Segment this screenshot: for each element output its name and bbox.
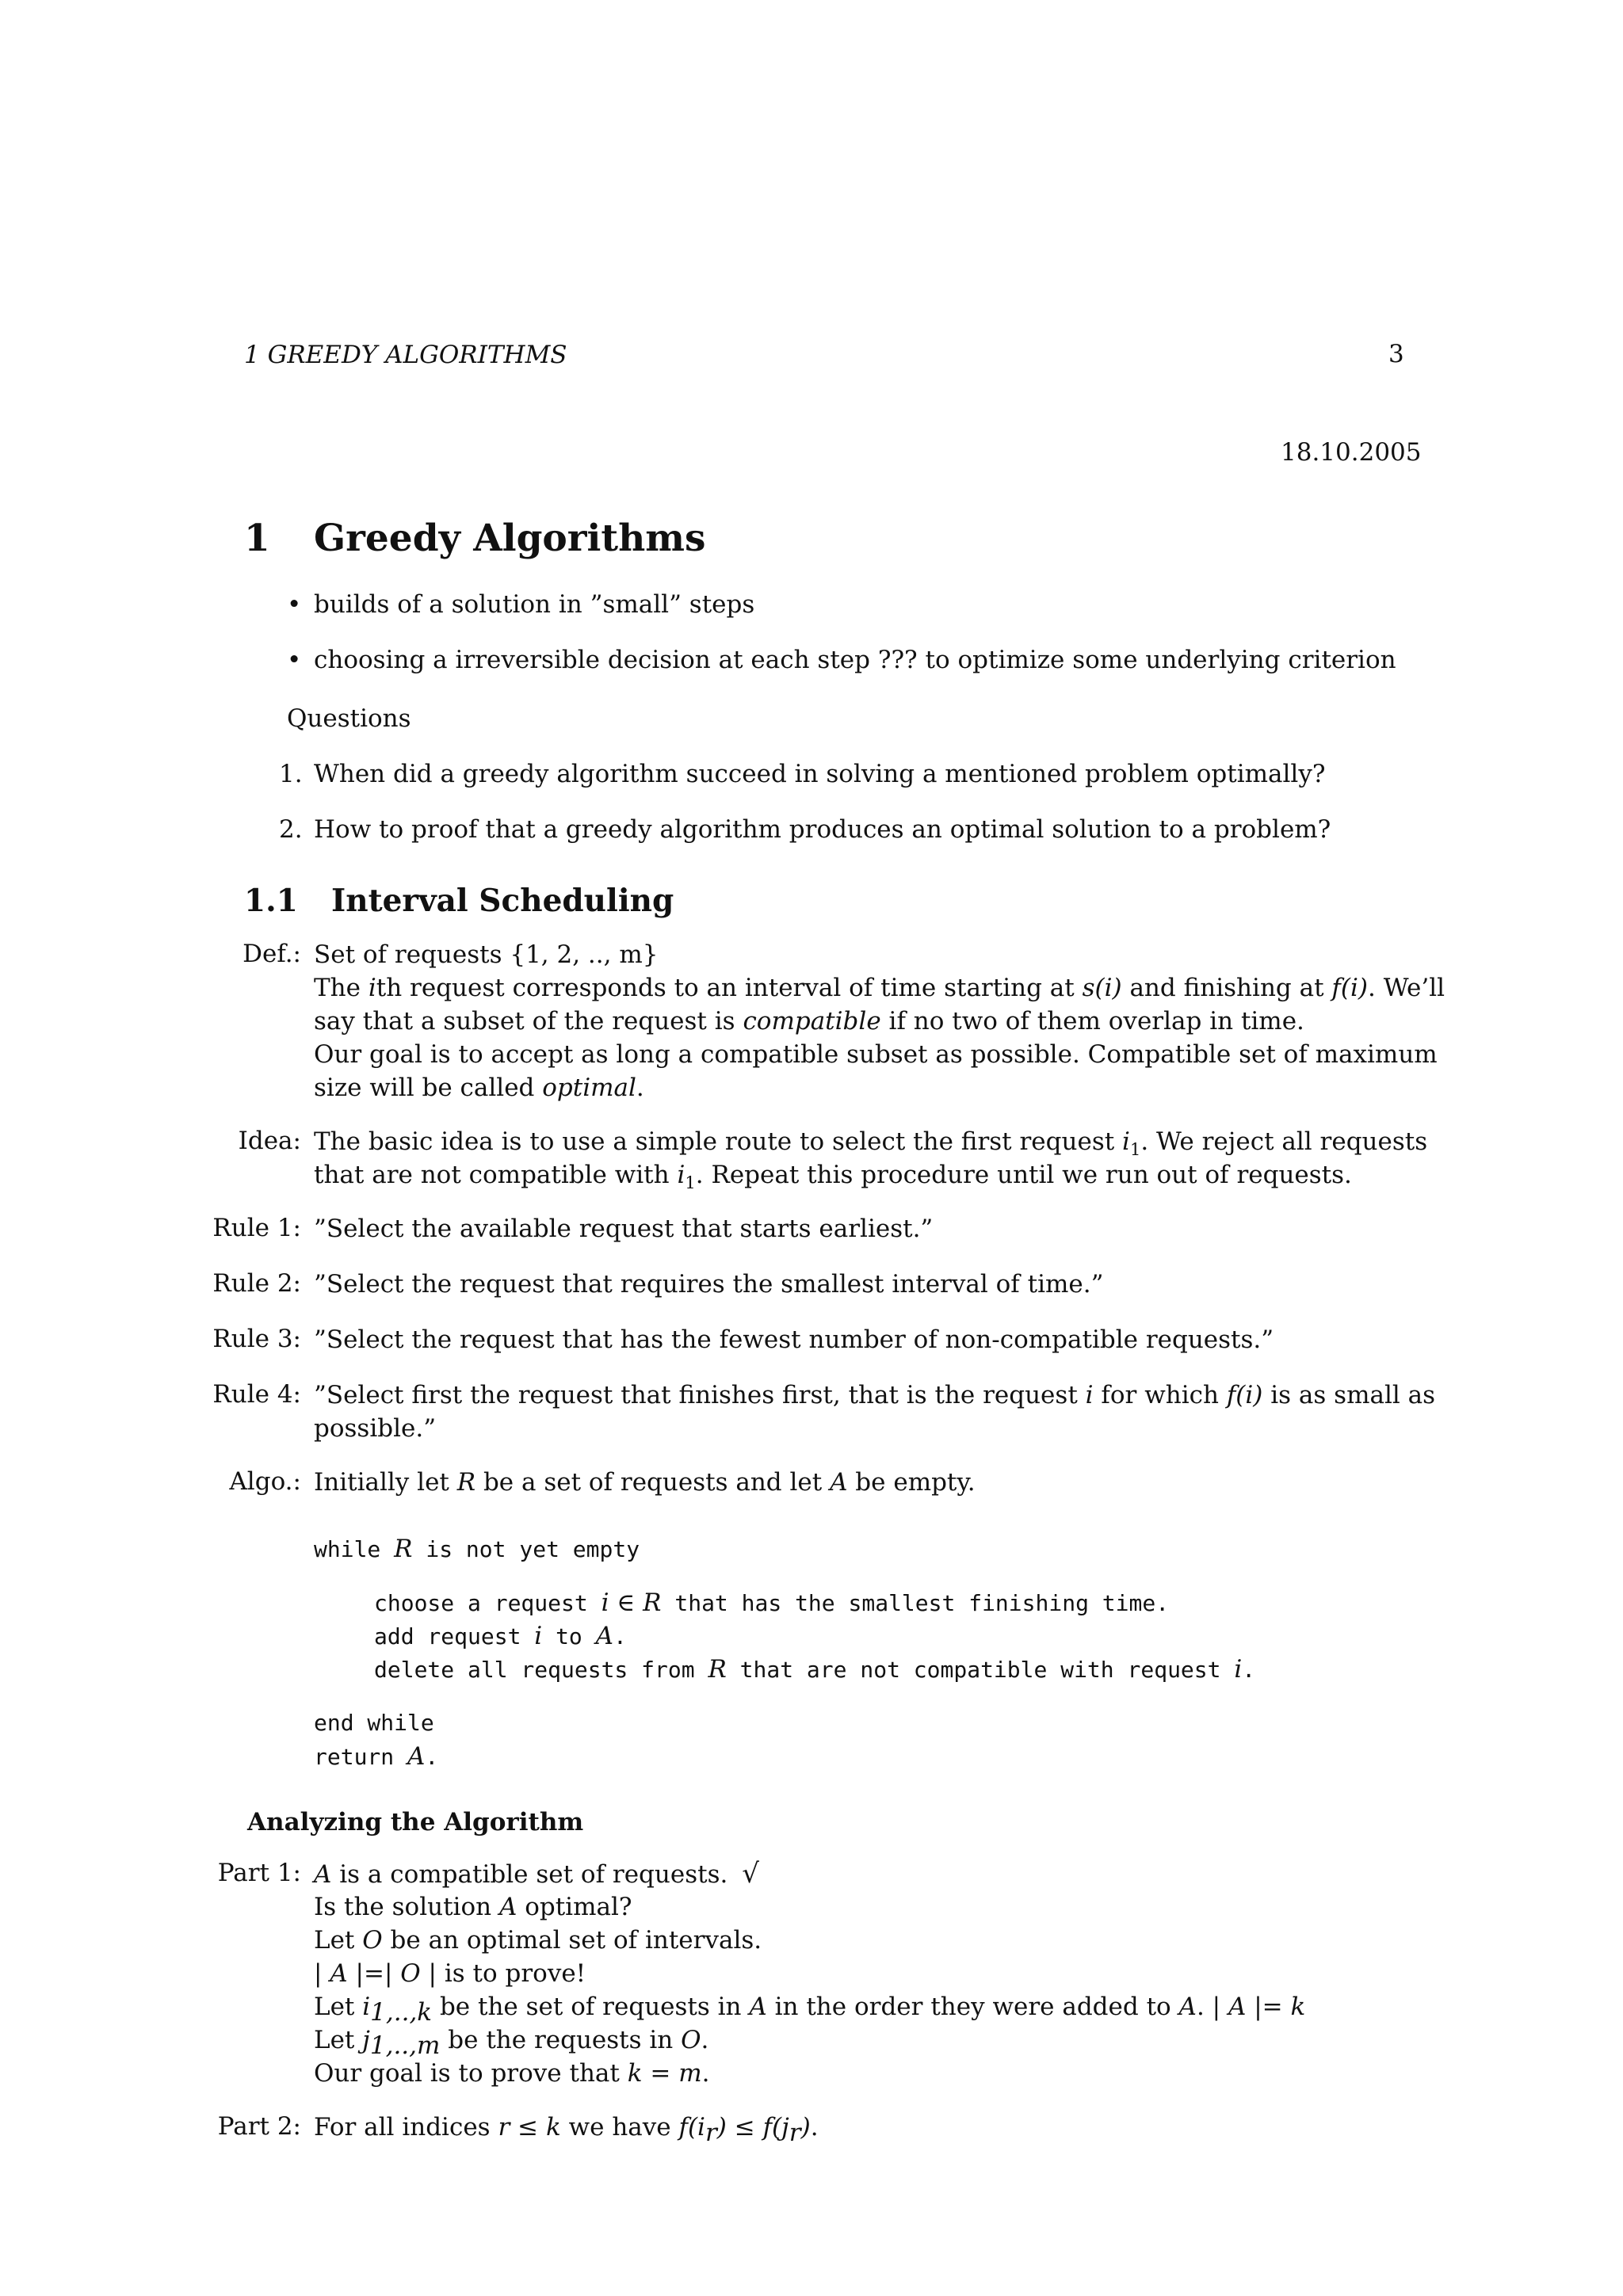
idea-label: Idea: — [238, 1127, 301, 1155]
section-title: Greedy Algorithms — [314, 517, 706, 560]
part1-line: Let $j_{1,..,m}$ be the requests in O. — [314, 2026, 709, 2061]
questions-heading: Questions — [287, 704, 411, 733]
question-text: When did a greedy algorithm succeed in solving a mentioned problem optimally? — [314, 760, 1326, 788]
subsection-title: Interval Scheduling — [331, 883, 674, 919]
def-line-4: Our goal is to accept as long a compatible subset as possible. Compatible set of maximum — [314, 1040, 1438, 1069]
part1-line: Let $i_{1,..,k}$ be the set of requests in A in the order they were added to A. | A |= k — [314, 1993, 1306, 2027]
algo-intro: Initially let R be a set of requests and let A be empty. — [314, 1468, 976, 1497]
question-text: How to proof that a greedy algorithm produces an optimal solution to a problem? — [314, 815, 1331, 844]
rule-text: ”Select the request that has the fewest number of non-compatible requests.” — [314, 1325, 1274, 1354]
def-line-1: Set of requests {1, 2, .., m} — [314, 940, 659, 969]
rule-label: Rule 2: — [212, 1269, 301, 1298]
part1-line: Our goal is to prove that k = m. — [314, 2059, 710, 2088]
def-line-3: say that a subset of the request is compatible if no two of them overlap in time. — [314, 1007, 1304, 1035]
rule-text-continued: possible.” — [314, 1414, 437, 1443]
code-end-while: end while — [314, 1710, 434, 1736]
section-number: 1 — [244, 517, 270, 560]
page-number: 3 — [1388, 340, 1404, 368]
part1-line: Is the solution A optimal? — [314, 1893, 632, 1921]
bullet-marker: • — [287, 646, 302, 674]
part2-line: For all indices r ≤ k we have $f(i_r) \le f(j_r)$. — [314, 2113, 819, 2148]
code-line: delete all requests from R that are not compatible with request i. — [374, 1655, 1256, 1684]
bullet-item: builds of a solution in ”small” steps — [314, 590, 755, 619]
running-header: 1 GREEDY ALGORITHMS — [244, 341, 567, 369]
checkmark-icon: √ — [742, 1858, 759, 1890]
rule-text: ”Select the request that requires the smallest interval of time.” — [314, 1270, 1104, 1299]
bullet-item: choosing a irreversible decision at each step ??? to optimize some underlying criterion — [314, 646, 1396, 674]
def-label: Def.: — [242, 940, 301, 968]
idea-line-2: that are not compatible with $i_1$. Repeat this procedure until we run out of requests. — [314, 1161, 1352, 1193]
algo-label: Algo.: — [229, 1467, 301, 1496]
rule-label: Rule 4: — [212, 1380, 301, 1409]
question-number: 1. — [279, 760, 303, 788]
bullet-marker: • — [287, 590, 302, 619]
question-number: 2. — [279, 815, 303, 844]
part1-line: Let O be an optimal set of intervals. — [314, 1926, 762, 1955]
rule-text: ”Select the available request that starts earliest.” — [314, 1215, 934, 1243]
rule-text: ”Select first the request that finishes first, that is the request i for which f(i) is as small as — [314, 1381, 1436, 1409]
part1-line: A is a compatible set of requests. √ — [314, 1858, 759, 1890]
code-while: while R is not yet empty — [314, 1535, 640, 1563]
rule-label: Rule 3: — [212, 1325, 301, 1353]
subsection-number: 1.1 — [244, 883, 298, 919]
analysis-heading: Analyzing the Algorithm — [247, 1808, 584, 1836]
part-label: Part 1: — [217, 1859, 301, 1887]
code-return: return A. — [314, 1742, 439, 1771]
def-line-5: size will be called optimal. — [314, 1074, 644, 1102]
part1-line: | A |=| O | is to prove! — [314, 1959, 586, 1988]
def-line-2: The ith request corresponds to an interval of time starting at s(i) and finishing at f(i). We’ll — [314, 974, 1445, 1002]
part-label: Part 2: — [217, 2112, 301, 2141]
code-line: choose a request i ∈ R that has the smallest finishing time. — [374, 1589, 1170, 1617]
idea-line-1: The basic idea is to use a simple route to select the first request $i_1$. We reject all requests — [314, 1127, 1428, 1160]
code-line: add request i to A. — [374, 1622, 627, 1650]
date: 18.10.2005 — [1281, 438, 1422, 467]
rule-label: Rule 1: — [212, 1214, 301, 1242]
